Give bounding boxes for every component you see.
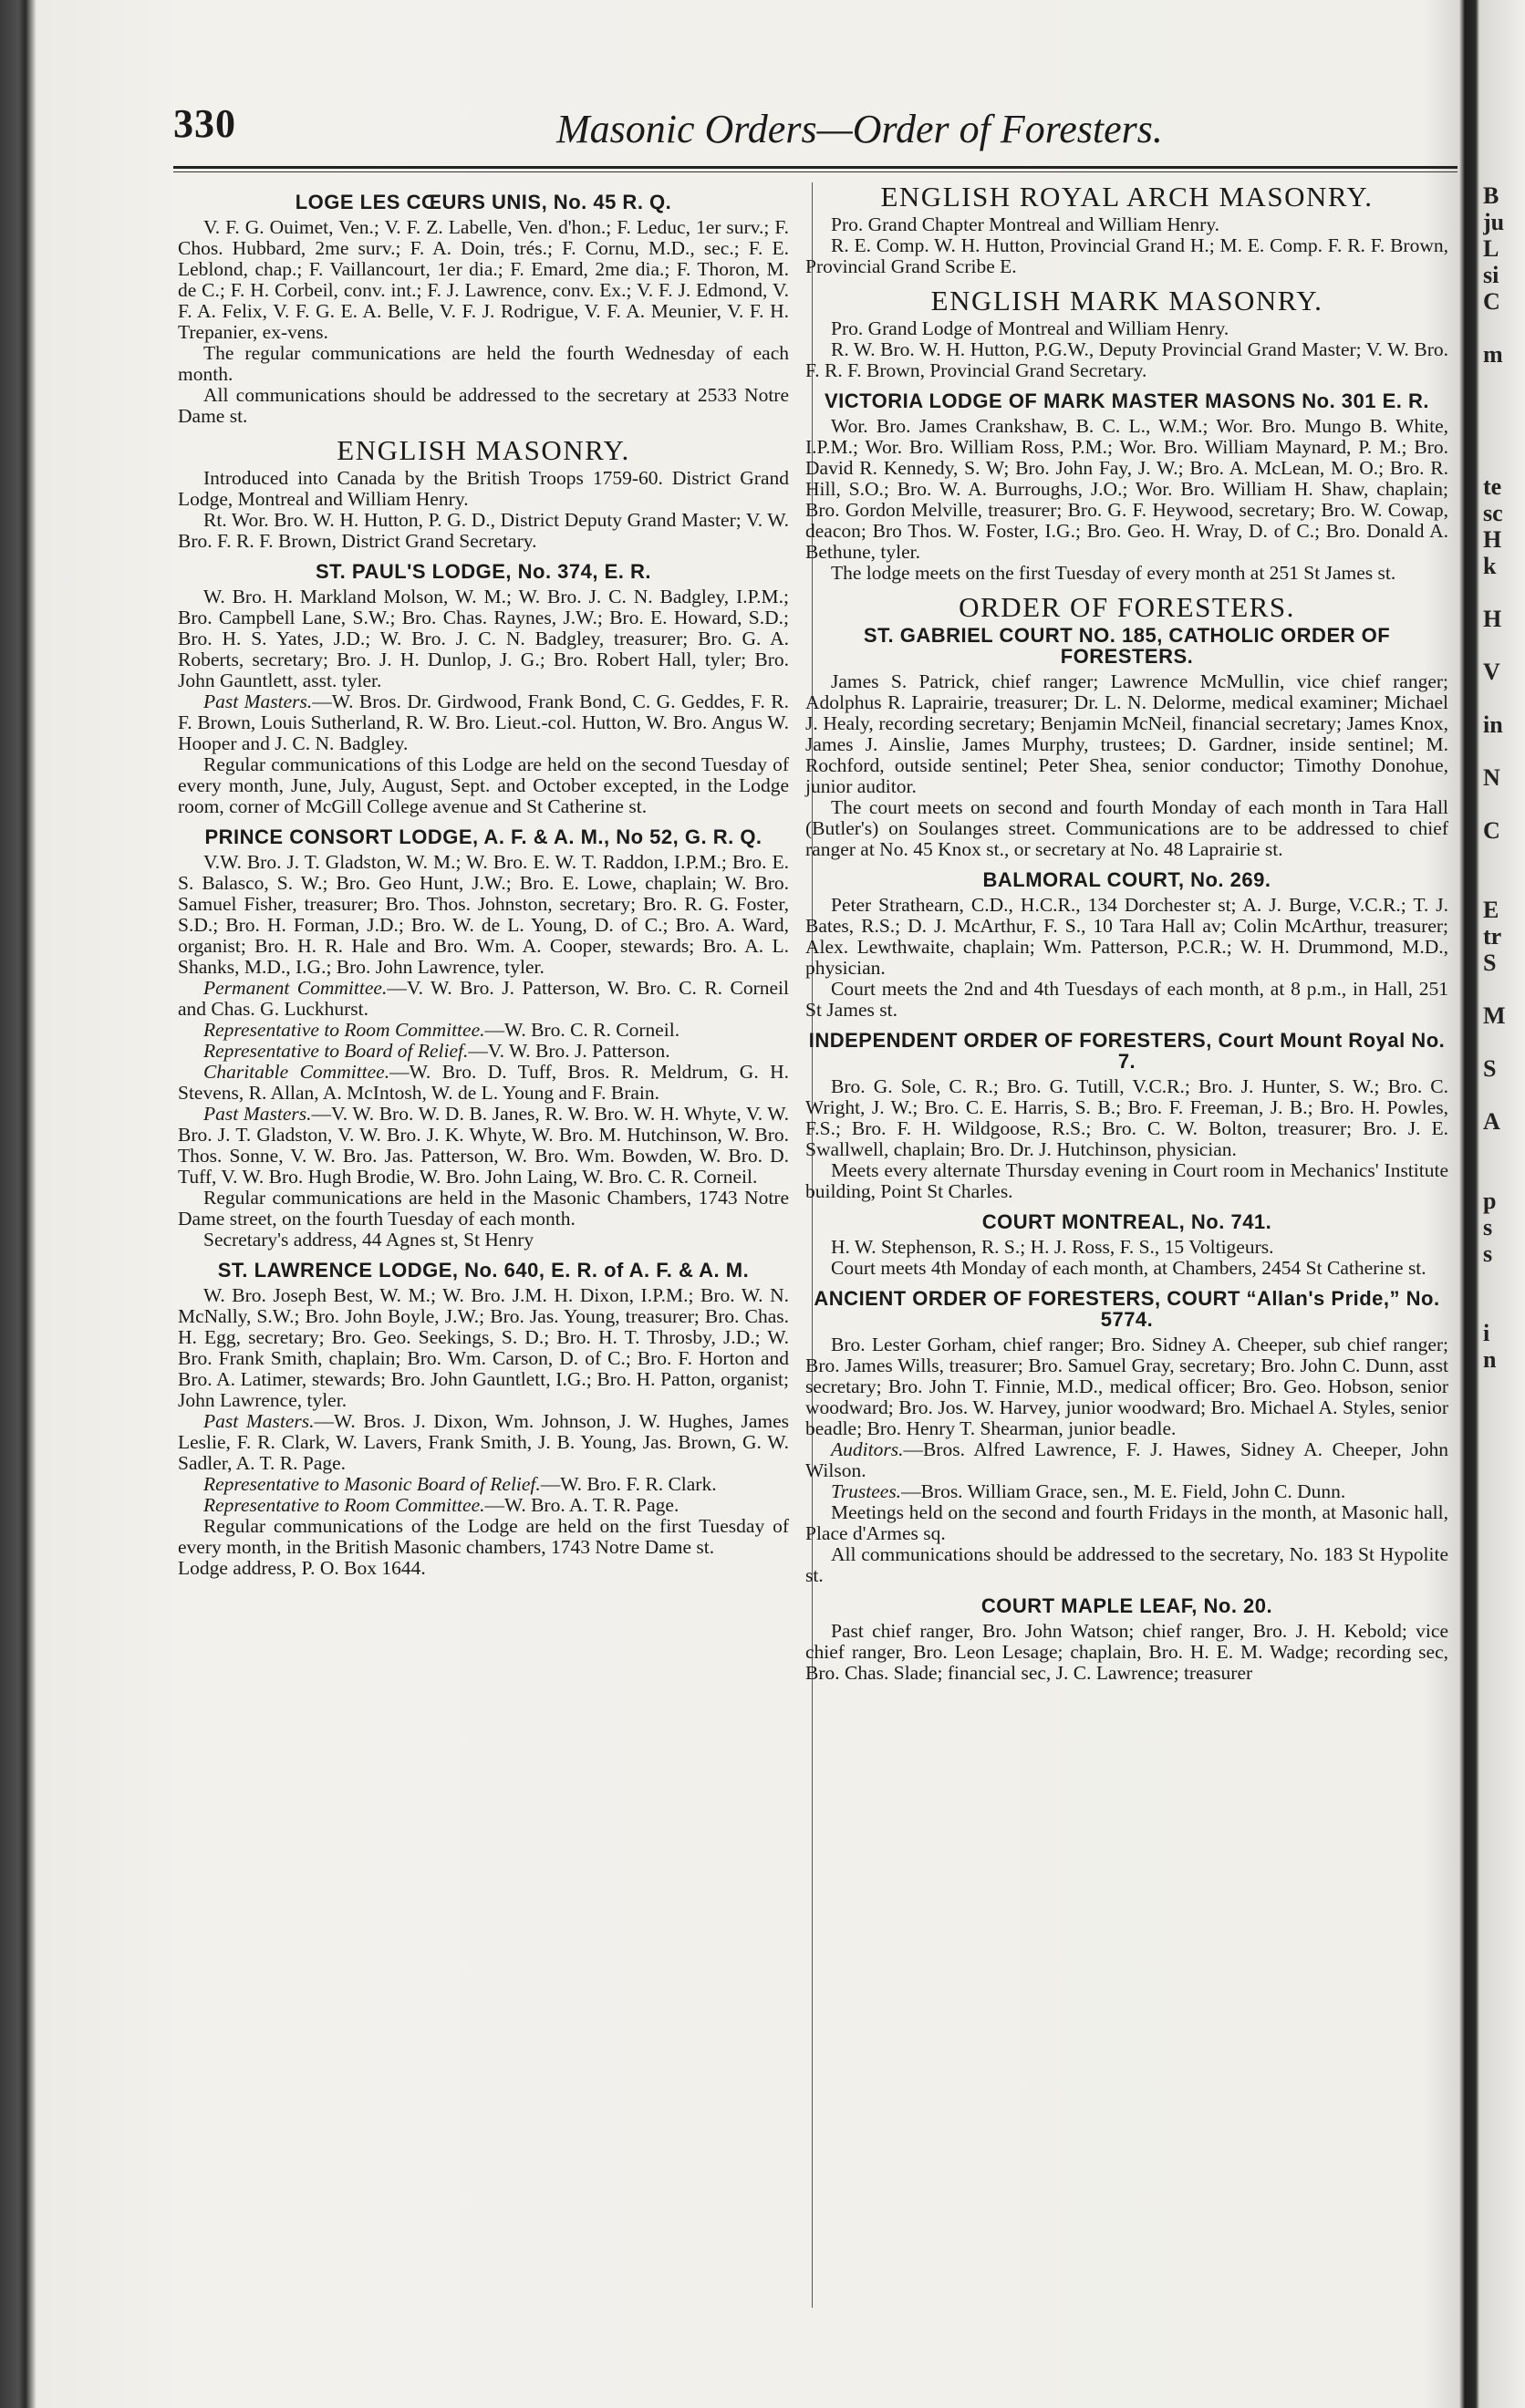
section-heading: ENGLISH MASONRY. xyxy=(337,434,630,466)
edge-fragment: p xyxy=(1483,1188,1497,1214)
section-heading: ENGLISH ROYAL ARCH MASONRY. xyxy=(880,181,1374,213)
court-members: H. W. Stephenson, R. S.; H. J. Ross, F. S., 15 Voltigeurs. xyxy=(831,1236,1274,1258)
edge-fragment xyxy=(1483,447,1525,473)
lodge-meetings: Regular communications are held in the Masonic Chambers, 1743 Notre Dame street, on the fourth Tuesday of each month. xyxy=(178,1187,789,1230)
lodge-heading: ST. PAUL'S LODGE, No. 374, E. R. xyxy=(316,560,651,583)
court-meetings: Court meets the 2nd and 4th Tuesdays of each month, at 8 p.m., in Hall, 251 St James st. xyxy=(805,978,1448,1021)
court-members: Past chief ranger, Bro. John Watson; chief ranger, Bro. J. H. Kebold; vice chief ranger, Bro. Leon Lesage; chaplain, Bro. H. E. M. Wadge; recording sec, Bro. Chas. Slade; financial sec, J. C. Lawrence; treasurer xyxy=(805,1620,1448,1684)
english-royal-arch-masonry xyxy=(805,181,1448,277)
lodge-past-masters xyxy=(178,1411,789,1474)
page-number: 330 xyxy=(173,101,236,146)
edge-fragment: si xyxy=(1483,262,1499,288)
court-members: James S. Patrick, chief ranger; Lawrence McMullin, vice chief ranger; Adolphus R. Laprairie, treasurer; Dr. L. N. Delorme, medical examiner; Michael J. Healy, recording secretary; Benjamin McNeil, financial secretary; James Knox, James J. Ainslie, James Murphy, trustees; D. Gardner, inside sentinel; M. Rochford, outside sentinel; Peter Shea, senior conductor; Timothy Donohue, junior auditor. xyxy=(805,670,1448,797)
english-mark-masonry xyxy=(805,285,1448,381)
court-members: Bro. Lester Gorham, chief ranger; Bro. Sidney A. Cheeper, sub chief ranger; Bro. James Wills, treasurer; Bro. Samuel Gray, secretary; Bro. John C. Dunn, asst secretary; Bro. John T. Finnie, M.D., medical officer; Bro. Geo. Hobson, senior woodward; Bro. Jos. W. Harvey, junior woodward; Bro. Michael A. Styles, senior beadle; Bro. Henry T. Shearman, junior beadle. xyxy=(805,1334,1448,1439)
lodge-heading: PRINCE CONSORT LODGE, A. F. & A. M., No 52, G. R. Q. xyxy=(204,825,762,848)
edge-fragment xyxy=(1483,976,1525,1002)
value: —V. W. Bro. W. D. B. Janes, R. W. Bro. W. H. Whyte, V. W. Bro. J. T. Gladston, V. W. Bro. J. K. Whyte, W. Bro. M. Hutchinson, W. Bro. Thos. Sonne, V. W. Bro. Jas. Patterson, W. Bro. Wm. Bowden, W. Bro. D. Tuff, V. W. Bro. Hugh Brodie, W. Bro. John Laing, W. Bro. C. R. Corneil. xyxy=(178,1103,790,1188)
edge-fragment xyxy=(1483,791,1525,817)
label: Charitable Committee. xyxy=(203,1061,390,1083)
lodge-address: All communications should be addressed to the secretary at 2533 Notre Dame st. xyxy=(178,384,789,427)
edge-fragment xyxy=(1483,579,1525,606)
secretary-address: Secretary's address, 44 Agnes st, St Henry xyxy=(203,1229,534,1251)
edge-fragment xyxy=(1483,632,1525,659)
page-header xyxy=(173,100,1459,155)
edge-fragment: S xyxy=(1483,1055,1497,1082)
st-pauls-lodge xyxy=(178,561,789,817)
edge-fragment: E xyxy=(1483,897,1499,923)
edge-fragment xyxy=(1483,870,1525,897)
label: Representative to Room Committee. xyxy=(203,1019,485,1041)
value: —W. Bro. F. R. Clark. xyxy=(540,1473,717,1495)
balmoral-court xyxy=(805,869,1448,1021)
section-heading: ORDER OF FORESTERS. xyxy=(959,591,1295,623)
label: Representative to Board of Relief. xyxy=(203,1040,469,1062)
section-officers: R. W. Bro. W. H. Hutton, P.G.W., Deputy Provincial Grand Master; V. W. Bro. F. R. F. Brown, Provincial Grand Secretary. xyxy=(805,338,1448,381)
edge-fragment xyxy=(1483,1293,1525,1320)
court-heading: BALMORAL COURT, No. 269. xyxy=(982,868,1271,891)
lodge-members: V. F. G. Ouimet, Ven.; V. F. Z. Labelle, Ven. d'hon.; F. Leduc, 1er surv.; F. Chos. Hubbard, 2me surv.; F. A. Doin, trés.; F. Cornu, M.D., sec.; F. E. Leblond, chap.; F. Vaillancourt, 1er dia.; F. Emard, 2me dia.; F. Thoron, M. de C.; F. H. Corbeil, conv. int.; F. J. Lawrence, conv. Ex.; V. F. J. Edmond, V. F. A. Felix, V. F. G. E. A. Belle, V. F. J. Rodrigue, V. F. A. Meunier, V. F. H. Trepanier, ex-vens. xyxy=(178,216,789,343)
edge-fragment: S xyxy=(1483,950,1497,976)
label: Past Masters. xyxy=(203,1103,312,1125)
lodge-heading: VICTORIA LODGE OF MARK MASTER MASONS No. 301 E. R. xyxy=(824,389,1430,412)
edge-fragment xyxy=(1483,394,1525,420)
edge-fragment: s xyxy=(1483,1240,1493,1267)
edge-fragment: k xyxy=(1483,553,1497,579)
edge-fragment: C xyxy=(1483,817,1500,844)
lodge-past-masters xyxy=(178,1104,789,1188)
edge-fragment xyxy=(1483,1082,1525,1108)
lodge-members: W. Bro. H. Markland Molson, W. M.; W. Bro. J. C. N. Badgley, I.P.M.; Bro. Campbell Lane, S.W.; Bro. Chas. Raynes, J.W.; Bro. E. Howard, S.D.; Bro. H. S. Yates, J.D.; W. Bro. J. C. N. Badgley, treasurer; Bro. G. A. Roberts, secretary; Bro. J. H. Dunlop, J. G.; Bro. Robert Hall, tyler; Bro. John Gauntlett, asst. tyler. xyxy=(178,586,789,691)
label: Past Masters. xyxy=(203,1410,315,1432)
permanent-committee xyxy=(178,978,789,1020)
label: Representative to Room Committee. xyxy=(203,1494,485,1516)
edge-fragment: A xyxy=(1483,1108,1500,1135)
edge-fragment: s xyxy=(1483,1214,1493,1240)
court-maple-leaf xyxy=(805,1595,1448,1684)
lodge-members: W. Bro. Joseph Best, W. M.; W. Bro. J.M. H. Dixon, I.P.M.; Bro. W. N. McNally, S.W.; Bro. John Boyle, J.W.; Bro. Jas. Young, treasurer; Bro. Chas. H. Egg, secretary; Bro. Geo. Seekings, S. D.; Bro. H. T. Throsby, J.D.; W. Bro. Frank Smith, chaplain; Bro. Wm. Carson, D. of C.; Bro. F. Horton and Bro. A. Latimer, stewards; Bro. John Gauntlett, I.G.; Bro. H. Patton, organist; John Lawrence, tyler. xyxy=(178,1284,789,1411)
value: —W. Bros. Dr. Girdwood, Frank Bond, C. G. Geddes, F. R. F. Brown, Louis Sutherland, R. W. Bro. Lieut.-col. Hutton, W. Bro. Angus W. Hooper and J. C. N. Badgley. xyxy=(178,690,790,754)
prince-consort-lodge xyxy=(178,826,789,1251)
edge-fragment xyxy=(1483,420,1525,447)
st-lawrence-lodge xyxy=(178,1260,789,1579)
victoria-lodge xyxy=(805,390,1448,584)
edge-fragment: H xyxy=(1483,606,1502,632)
edge-fragment: in xyxy=(1483,711,1503,738)
court-auditors xyxy=(805,1439,1448,1481)
edge-fragment: te xyxy=(1483,473,1502,500)
header-rule-thin xyxy=(173,171,1458,172)
lodge-meetings: The lodge meets on the first Tuesday of every month at 251 St James st. xyxy=(831,562,1396,584)
adjacent-page-edge xyxy=(1483,182,1525,1373)
court-members: Peter Strathearn, C.D., H.C.R., 134 Dorchester st; A. J. Burge, V.C.R.; T. J. Bates, R.S.; D. J. McArthur, F. S., 10 Tara Hall av; Colin McArthur, treasurer; Alex. Lewthwaite, chaplain; Wm. Patterson, P.C.R.; W. H. Drummond, M.D., physician. xyxy=(805,894,1448,979)
rep-room-committee xyxy=(178,1495,789,1516)
edge-fragment: n xyxy=(1483,1346,1497,1373)
value: —W. Bro. A. T. R. Page. xyxy=(484,1494,680,1516)
edge-fragment: tr xyxy=(1483,923,1502,950)
edge-fragment: B xyxy=(1483,182,1499,209)
order-of-foresters xyxy=(805,591,1448,623)
value: —Bros. Alfred Lawrence, F. J. Hawes, Sidney A. Cheeper, John Wilson. xyxy=(805,1438,1448,1481)
section-intro: Pro. Grand Lodge of Montreal and William Henry. xyxy=(831,317,1229,339)
court-heading: INDEPENDENT ORDER OF FORESTERS, Court Mount Royal No. 7. xyxy=(808,1029,1446,1073)
label: Trustees. xyxy=(831,1480,902,1502)
lodge-heading: LOGE LES CŒURS UNIS, No. 45 R. Q. xyxy=(295,191,672,213)
court-heading: ANCIENT ORDER OF FORESTERS, COURT “Allan's Pride,” No. 5774. xyxy=(814,1287,1440,1331)
court-meetings: Meetings held on the second and fourth Fridays in the month, at Masonic hall, Place d'Armes sq. xyxy=(805,1501,1448,1544)
edge-fragment: L xyxy=(1483,235,1499,262)
court-meetings: The court meets on second and fourth Monday of each month in Tara Hall (Butler's) on Soulanges street. Communications are to be addressed to chief ranger at No. 45 Knox st., or secretary at No. 48 Laprairie st. xyxy=(805,796,1448,860)
court-heading: COURT MAPLE LEAF, No. 20. xyxy=(980,1594,1273,1617)
value: —V. W. Bro. J. Patterson. xyxy=(468,1040,670,1062)
edge-fragment: ju xyxy=(1483,209,1505,235)
edge-fragment: i xyxy=(1483,1320,1490,1346)
lodge-members: Wor. Bro. James Crankshaw, B. C. L., W.M.; Wor. Bro. Mungo B. White, I.P.M.; Wor. Bro. William Ross, P.M.; Wor. Bro. William Maynard, P. M.; Bro. David R. Kennedy, S. W; Bro. John Fay, J. W.; Bro. A. McLean, M. O.; Bro. R. Hill, S.O.; Bro. W. A. Burroughs, J.O.; Wor. Bro. William H. Shaw, chaplain; Bro. Gordon Melville, treasurer; Bro. G. F. Heywood, secretary; Bro. W. Cowap, deacon; Bro Thos. W. Foster, I.G.; Bro. Geo. H. Wray, D. of C.; Bro. Donald A. Bethune, tyler. xyxy=(805,415,1448,563)
edge-fragment xyxy=(1483,844,1525,870)
court-meetings: Court meets 4th Monday of each month, at Chambers, 2454 St Catherine st. xyxy=(831,1257,1426,1279)
section-intro: Pro. Grand Chapter Montreal and William Henry. xyxy=(831,213,1220,235)
lodge-meetings: The regular communications are held the fourth Wednesday of each month. xyxy=(178,342,789,385)
edge-fragment: M xyxy=(1483,1002,1506,1029)
label: Past Masters. xyxy=(203,690,313,712)
court-meetings: Meets every alternate Thursday evening in Court room in Mechanics' Institute building, Point St Charles. xyxy=(805,1159,1448,1202)
st-gabriel-court xyxy=(805,625,1448,860)
lodge-members: V.W. Bro. J. T. Gladston, W. M.; W. Bro. E. W. T. Raddon, I.P.M.; Bro. E. S. Balasco, S. W.; Bro. Geo Hunt, J.W.; Bro. E. Lowe, chaplain; W. Bro. Samuel Fisher, treasurer; Bro. Thos. Johnston, secretary; Bro. R. G. Foster, S.D.; Bro. H. Forman, J.D.; Bro. W. de L. Young, D. of C.; Bro. A. Ward, organist; Bro. H. R. Hale and Bro. Wm. A. Cooper, stewards; Bro. A. L. Shanks, M.D., I.G.; Bro. John Lawrence, tyler. xyxy=(178,851,789,978)
edge-fragment xyxy=(1483,315,1525,341)
court-heading: COURT MONTREAL, No. 741. xyxy=(981,1210,1272,1233)
rep-board-of-relief xyxy=(178,1041,789,1062)
value: —W. Bro. C. R. Corneil. xyxy=(484,1019,680,1041)
lodge-past-masters xyxy=(178,691,789,754)
section-officers: Rt. Wor. Bro. W. H. Hutton, P. G. D., District Deputy Grand Master; V. W. Bro. F. R. F. Brown, District Grand Secretary. xyxy=(178,509,789,552)
rep-room-committee xyxy=(178,1020,789,1041)
court-members: Bro. G. Sole, C. R.; Bro. G. Tutill, V.C.R.; Bro. J. Hunter, S. W.; Bro. C. Wright, J. W.; Bro. C. E. Harris, S. B.; Bro. F. Freeman, J. B.; Bro. H. Powles, F.S.; Bro. F. H. Wildgoose, R.S.; Bro. C. W. Bolton, treasurer; Bro. J. E. Swallwell, chaplain; Bro. Dr. J. Hutchinson, physician. xyxy=(805,1075,1448,1160)
value: —V. W. Bro. J. Patterson, W. Bro. C. R. Corneil and Chas. G. Luckhurst. xyxy=(178,977,789,1020)
court-montreal xyxy=(805,1211,1448,1279)
edge-fragment xyxy=(1483,685,1525,711)
loge-les-coeurs-unis xyxy=(178,192,789,427)
right-column xyxy=(805,182,1448,1684)
section-intro: Introduced into Canada by the British Troops 1759-60. District Grand Lodge, Montreal and William Henry. xyxy=(178,467,789,510)
lodge-heading: ST. LAWRENCE LODGE, No. 640, E. R. of A. F. & A. M. xyxy=(217,1259,750,1282)
court-trustees xyxy=(805,1481,1448,1502)
book-page xyxy=(36,0,1459,2408)
label: Auditors. xyxy=(831,1438,904,1460)
value: —W. Bro. D. Tuff, Bros. R. Meldrum, G. H. Stevens, R. Allan, A. McIntosh, W. de L. Young and F. Brain. xyxy=(178,1061,789,1104)
edge-fragment xyxy=(1483,1135,1525,1161)
lodge-address: Lodge address, P. O. Box 1644. xyxy=(178,1557,426,1579)
edge-fragment xyxy=(1483,368,1525,394)
edge-fragment xyxy=(1483,1029,1525,1055)
edge-fragment: sc xyxy=(1483,500,1503,526)
independent-order-of-foresters xyxy=(805,1030,1448,1202)
lodge-meetings: Regular communications of the Lodge are held on the first Tuesday of every month, in the British Masonic chambers, 1743 Notre Dame st. xyxy=(178,1515,789,1558)
court-heading: ST. GABRIEL COURT NO. 185, CATHOLIC ORDER OF FORESTERS. xyxy=(863,624,1391,668)
header-rule xyxy=(173,166,1458,169)
section-heading: ENGLISH MARK MASONRY. xyxy=(930,285,1323,317)
edge-fragment: C xyxy=(1483,288,1500,315)
value: —Bros. William Grace, sen., M. E. Field, John C. Dunn. xyxy=(901,1480,1346,1502)
edge-fragment: N xyxy=(1483,764,1500,791)
edge-fragment: H xyxy=(1483,526,1502,553)
edge-fragment xyxy=(1483,738,1525,764)
edge-fragment: V xyxy=(1483,659,1500,685)
court-address: All communications should be addressed to the secretary, No. 183 St Hypolite st. xyxy=(805,1543,1448,1586)
running-title: Masonic Orders—Order of Foresters. xyxy=(556,107,1163,151)
lodge-meetings: Regular communications of this Lodge are held on the second Tuesday of every month, June, July, August, Sept. and October excepted, in the Lodge room, corner of McGill College avenue and St Catherine st. xyxy=(178,753,789,817)
ancient-order-of-foresters xyxy=(805,1288,1448,1586)
value: —W. Bros. J. Dixon, Wm. Johnson, J. W. Hughes, James Leslie, F. R. Clark, W. Lavers, Frank Smith, J. B. Young, Jas. Brown, G. W. Sadler, A. T. R. Page. xyxy=(178,1410,789,1474)
left-column xyxy=(178,182,789,1579)
label: Representative to Masonic Board of Relief. xyxy=(203,1473,541,1495)
edge-fragment xyxy=(1483,1267,1525,1293)
edge-fragment: m xyxy=(1483,341,1503,368)
rep-board-of-relief xyxy=(178,1474,789,1495)
edge-fragment xyxy=(1483,1161,1525,1188)
charitable-committee xyxy=(178,1062,789,1104)
section-officers: R. E. Comp. W. H. Hutton, Provincial Grand H.; M. E. Comp. F. R. F. Brown, Provincial Grand Scribe E. xyxy=(805,234,1448,277)
english-masonry xyxy=(178,434,789,552)
label: Permanent Committee. xyxy=(203,977,388,999)
